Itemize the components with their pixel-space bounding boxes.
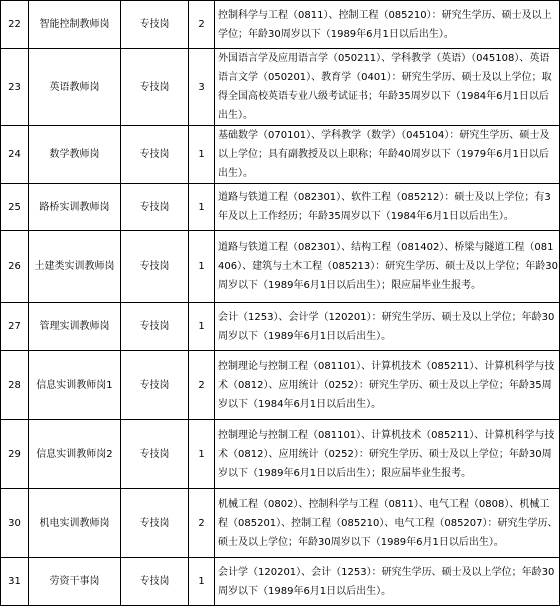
position-type: 专技岗 [121, 420, 189, 489]
table-row [1, 184, 560, 231]
position-type: 专技岗 [121, 1, 189, 49]
table-row [1, 303, 560, 351]
table-row [1, 489, 560, 558]
position-type: 专技岗 [121, 231, 189, 303]
position-count: 1 [189, 303, 215, 351]
position-requirement: 控制科学与工程（0811）、控制工程（085210）：研究生学历、硕士及以上学位；年龄30周岁以下（1989年6月1日以后出生）。 [215, 1, 560, 49]
row-number: 24 [1, 126, 29, 184]
position-type: 专技岗 [121, 184, 189, 231]
position-requirement: 会计学（120201）、会计（1253）：研究生学历、硕士及以上学位；年龄30周岁以下（1989年6月1日以后出生）。 [215, 558, 560, 606]
position-name: 智能控制教师岗 [29, 1, 121, 49]
position-name: 数学教师岗 [29, 126, 121, 184]
table-row [1, 126, 560, 184]
position-type: 专技岗 [121, 489, 189, 558]
position-type: 专技岗 [121, 49, 189, 126]
table-row [1, 420, 560, 489]
position-requirement: 基础数学（070101）、学科教学（数学）（045104）：研究生学历、硕士及以上学位；具有副教授及以上职称；年龄40周岁以下（1979年6月1日以后出生）。 [215, 126, 560, 184]
position-count: 1 [189, 126, 215, 184]
position-name: 路桥实训教师岗 [29, 184, 121, 231]
position-count: 1 [189, 231, 215, 303]
position-requirement: 外国语言学及应用语言学（050211）、学科教学（英语）（045108）、英语语言文学（050201）、教育学（0401）：研究生学历、硕士及以上学位；取得全国高校英语专业八级考试证书；年龄35周岁以下（1984年6月1日以后出生）。 [215, 49, 560, 126]
position-count: 3 [189, 49, 215, 126]
position-name: 机电实训教师岗 [29, 489, 121, 558]
position-name: 信息实训教师岗2 [29, 420, 121, 489]
row-number: 29 [1, 420, 29, 489]
row-number: 22 [1, 1, 29, 49]
position-count: 1 [189, 558, 215, 606]
position-name: 英语教师岗 [29, 49, 121, 126]
row-number: 26 [1, 231, 29, 303]
position-type: 专技岗 [121, 303, 189, 351]
position-count: 1 [189, 184, 215, 231]
position-count: 2 [189, 489, 215, 558]
table-row [1, 49, 560, 126]
table-row [1, 231, 560, 303]
position-count: 1 [189, 420, 215, 489]
position-type: 专技岗 [121, 558, 189, 606]
position-requirement: 道路与铁道工程（082301）、软件工程（085212）：硕士及以上学位；有3年及以上工作经历；年龄35周岁以下（1984年6月1日以后出生）。 [215, 184, 560, 231]
position-name: 管理实训教师岗 [29, 303, 121, 351]
position-count: 2 [189, 1, 215, 49]
row-number: 25 [1, 184, 29, 231]
row-number: 23 [1, 49, 29, 126]
position-name: 土建类实训教师岗 [29, 231, 121, 303]
position-count: 2 [189, 351, 215, 420]
row-number: 31 [1, 558, 29, 606]
table-row [1, 1, 560, 49]
position-requirement: 会计（1253）、会计学（120201）：研究生学历、硕士及以上学位；年龄30周岁以下（1989年6月1日以后出生）。 [215, 303, 560, 351]
row-number: 30 [1, 489, 29, 558]
position-name: 劳资干事岗 [29, 558, 121, 606]
position-requirement: 机械工程（0802）、控制科学与工程（0811）、电气工程（0808）、机械工程（085201）、控制工程（085210）、电气工程（085207）：研究生学历、硕士及以上学位；年龄30周岁以下（1989年6月1日以后出生）。 [215, 489, 560, 558]
row-number: 28 [1, 351, 29, 420]
position-name: 信息实训教师岗1 [29, 351, 121, 420]
position-type: 专技岗 [121, 351, 189, 420]
position-requirement: 控制理论与控制工程（081101）、计算机技术（085211）、计算机科学与技术（0812）、应用统计（0252）：研究生学历、硕士及以上学位；年龄30周岁以下（1989年6月1日以后出生）；限应届毕业生报考。 [215, 420, 560, 489]
position-requirement: 道路与铁道工程（082301）、结构工程（081402）、桥梁与隧道工程（081406）、建筑与土木工程（085213）：研究生学历、硕士及以上学位；年龄30周岁以下（1989年6月1日以后出生）；限应届毕业生报考。 [215, 231, 560, 303]
position-requirement: 控制理论与控制工程（081101）、计算机技术（085211）、计算机科学与技术（0812）、应用统计（0252）：研究生学历、硕士及以上学位；年龄35周岁以下（1984年6月1日以后出生）。 [215, 351, 560, 420]
table-row [1, 351, 560, 420]
position-type: 专技岗 [121, 126, 189, 184]
row-number: 27 [1, 303, 29, 351]
table-row [1, 558, 560, 606]
